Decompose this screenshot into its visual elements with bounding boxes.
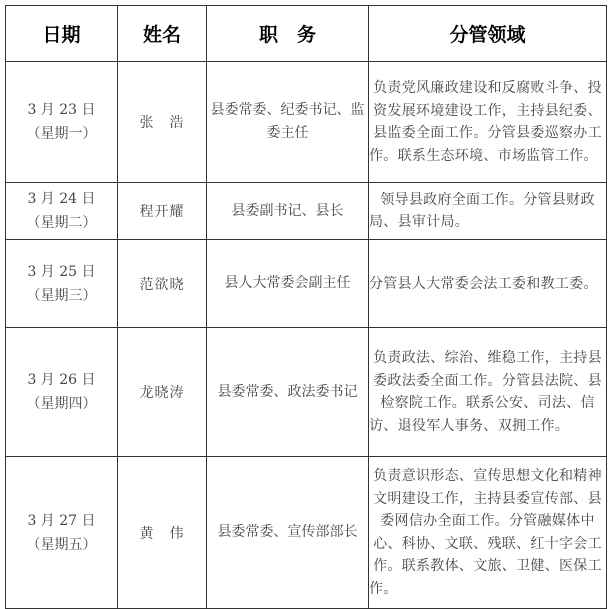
responsibility-cell: 负责政法、综治、维稳工作，主持县委政法委全面工作。分管县法院、县检察院工作。联系公安、司法、信访、退役军人事务、双拥工作。 <box>369 328 607 457</box>
table-row <box>6 240 607 328</box>
table-row <box>6 183 607 240</box>
responsibility-cell: 负责意识形态、宣传思想文化和精神文明建设工作，主持县委宣传部、县委网信办全面工作。分管融媒体中心、科协、文联、残联、红十字会工作。联系教体、文旅、卫健、医保工作。 <box>369 457 607 609</box>
header-responsibility: 分管领域 <box>369 6 607 62</box>
name-cell: 龙晓涛 <box>118 328 207 457</box>
date-cell <box>6 240 118 328</box>
header-date: 日期 <box>6 6 118 62</box>
header-position: 职 务 <box>207 6 369 62</box>
weekday-text: （星期一） <box>26 126 97 142</box>
position-cell: 县人大常委会副主任 <box>207 240 369 328</box>
date-text: 3 月 26 日 <box>27 372 96 388</box>
position-cell: 县委常委、纪委书记、监委主任 <box>207 62 369 183</box>
name-cell: 范欲晓 <box>118 240 207 328</box>
position-cell: 县委常委、宣传部部长 <box>207 457 369 609</box>
table-row <box>6 457 607 609</box>
header-name: 姓名 <box>118 6 207 62</box>
table-row <box>6 62 607 183</box>
responsibility-cell: 分管县人大常委会法工委和教工委。 <box>369 240 607 328</box>
date-cell <box>6 457 118 609</box>
weekday-text: （星期五） <box>26 536 97 553</box>
name-cell: 张 浩 <box>118 62 207 183</box>
position-cell: 县委副书记、县长 <box>207 183 369 240</box>
weekday-text: （星期三） <box>26 287 97 304</box>
responsibility-cell: 领导县政府全面工作。分管县财政局、县审计局。 <box>369 183 607 240</box>
weekday-text: （星期四） <box>26 396 97 412</box>
date-cell <box>6 328 118 457</box>
name-cell: 黄 伟 <box>118 457 207 609</box>
date-cell <box>6 183 118 240</box>
date-cell <box>6 62 118 183</box>
date-text: 3 月 24 日 <box>27 191 96 207</box>
weekday-text: （星期二） <box>26 215 97 231</box>
date-text: 3 月 27 日 <box>27 512 96 529</box>
position-cell: 县委常委、政法委书记 <box>207 328 369 457</box>
date-text: 3 月 23 日 <box>27 102 96 118</box>
table-header-row <box>6 6 607 62</box>
responsibility-cell: 负责党风廉政建设和反腐败斗争、投资发展环境建设工作，主持县纪委、县监委全面工作。分管县委巡察办工作。联系生态环境、市场监管工作。 <box>369 62 607 183</box>
leader-duty-table <box>5 5 607 609</box>
name-cell: 程开耀 <box>118 183 207 240</box>
date-text: 3 月 25 日 <box>27 263 96 280</box>
table-row <box>6 328 607 457</box>
